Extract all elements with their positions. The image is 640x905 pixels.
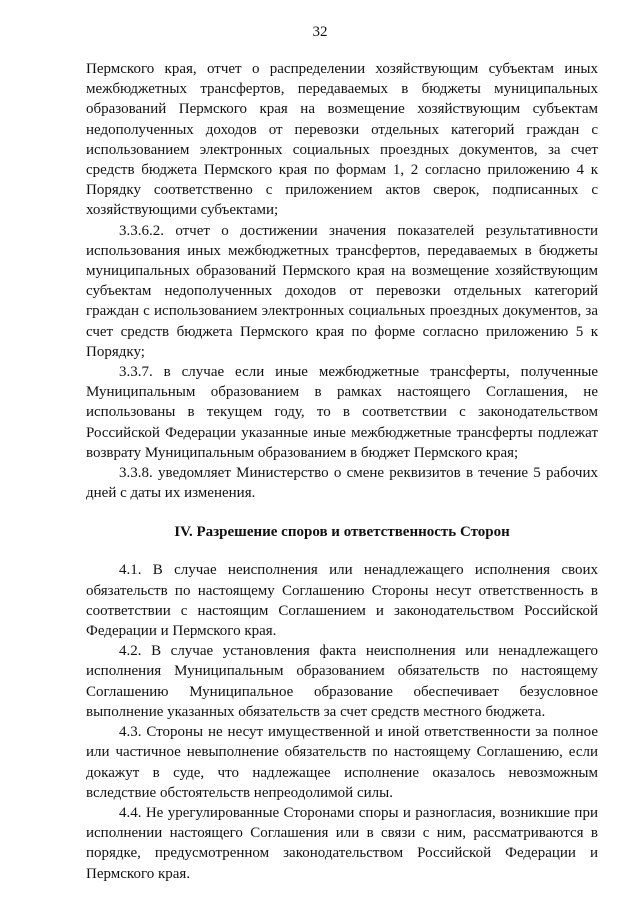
paragraph-4-4: 4.4. Не урегулированные Сторонами споры и разногласия, возникшие при исполнении настоящего Соглашения или в связи с ним, рассматриваются в порядке, предусмотренном законодательством Российской Федерации и Пермского края. bbox=[86, 804, 598, 882]
paragraph-4-2: 4.2. В случае установления факта неисполнения или ненадлежащего исполнения Муниципальным образованием обязательств по настоящему Соглашению Муниципальное образование обеспечивает безусловное выполнение указанных обязательств за счет средств местного бюджета. bbox=[86, 643, 598, 720]
paragraph-3-3-7: 3.3.7. в случае если иные межбюджетные трансферты, полученные Муниципальным образованием в рамках настоящего Соглашения, не использованы в текущем году, то в соответствии с законодательством Российской Федерации указанные иные межбюджетные трансферты подлежат возврату Муниципальным образованием в бюджет Пермского края; bbox=[86, 364, 598, 461]
paragraph-continuation: Пермского края, отчет о распределении хозяйствующим субъектам иных межбюджетных трансфертов, передаваемых в бюджеты муниципальных образований Пермского края на возмещение хозяйствующим субъектам недополученных доходов от перевозки отдельных категорий граждан с использованием электронных социальных проездных документов, за счет средств бюджета Пермского края по формам 1, 2 согласно приложению 4 к Порядку соответственно с приложением актов сверок, подписанных с хозяйствующими субъектами; bbox=[86, 61, 598, 219]
paragraph-4-3: 4.3. Стороны не несут имущественной и иной ответственности за полное или частичное невыполнение обязательств по настоящему Соглашению, если докажут в суде, что надлежащее исполнение оказалось невозможным вследствие обстоятельств непреодолимой силы. bbox=[86, 724, 598, 801]
paragraph-3-3-8: 3.3.8. уведомляет Министерство о смене реквизитов в течение 5 рабочих дней с даты их изменения. bbox=[86, 465, 598, 502]
page-number: 32 bbox=[312, 24, 328, 40]
paragraph-4-1: 4.1. В случае неисполнения или ненадлежащего исполнения своих обязательств по настоящему Соглашению Стороны несут ответственность в соответствии с настоящим Соглашением и законодательством Российской Федерации и Пермского края. bbox=[86, 562, 598, 640]
paragraph-3-3-6-2: 3.3.6.2. отчет о достижении значения показателей результативности использования иных межбюджетных трансфертов, передаваемых в бюджеты муниципальных образований Пермского края на возмещение хозяйствующим субъектам недополученных доходов от перевозки отдельных категорий граждан с использованием электронных социальных проездных документов, за счет средств бюджета Пермского края по форме согласно приложению 5 к Порядку; bbox=[86, 222, 598, 360]
document-body bbox=[86, 59, 598, 884]
section-title: IV. Разрешение споров и ответственность Сторон bbox=[174, 524, 510, 541]
